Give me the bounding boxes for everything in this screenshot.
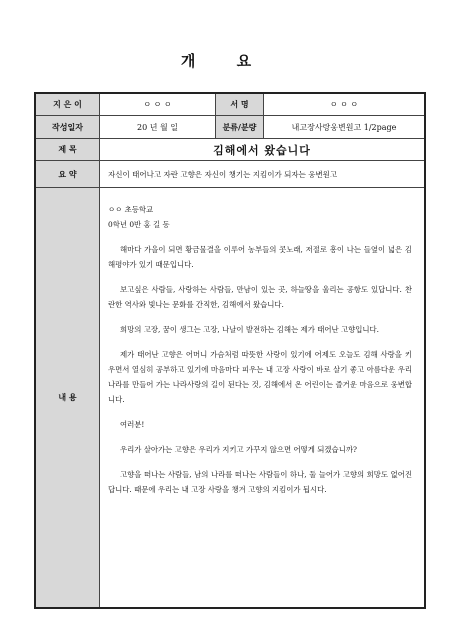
date-row xyxy=(36,116,424,139)
subject-row xyxy=(36,139,424,161)
summary-label: 요 약 xyxy=(36,161,100,187)
author-value: ㅇ ㅇ ㅇ xyxy=(100,94,216,115)
paragraph: 해마다 가을이 되면 황금물결을 이루어 농부들의 콧노래, 저절로 흥이 나는 들옆이 넓은 김해평야가 있기 때문입니다. xyxy=(108,245,412,269)
school-line: ㅇㅇ 초등학교 xyxy=(108,205,154,214)
page-title: 개 요 xyxy=(180,52,270,70)
content-label: 내 용 xyxy=(36,188,100,607)
subject-label: 제 목 xyxy=(36,139,100,160)
date-label: 작성일자 xyxy=(36,116,100,138)
paragraph: 여러분! xyxy=(120,420,145,429)
signature-label: 서 명 xyxy=(216,94,264,115)
paragraph: 희망의 고장, 꿈이 생그는 고장, 나날이 발전하는 김해는 제가 태어난 고향입니다. xyxy=(120,325,380,334)
date-value: 20 년 월 일 xyxy=(100,116,216,138)
summary-form xyxy=(34,92,426,609)
paragraph: 제가 태어난 고향은 어머니 가슴처럼 따뜻한 사랑이 있기에 어제도 오늘도 김해 사랑을 키우면서 열심히 공부하고 있기에 마음마다 피우는 내 고장 사랑이 바로 살기 좋고 아름다운 우리나라를 만들어 가는 나라사랑의 길이 된다는 것, 김해에서 온 어린이는 즐거운 마음으로 웅변합니다. xyxy=(108,350,412,404)
paragraph: 보고싶은 사람들, 사랑하는 사람들, 만남이 있는 곳, 하늘땅을 울리는 공항도 있답니다. 찬란한 역사와 빛나는 문화를 간직한, 김해에서 왔습니다. xyxy=(108,285,412,309)
student-line: 0학년 0반 홍 길 동 xyxy=(108,220,170,229)
content-row xyxy=(36,188,424,607)
signature-value: ㅇ ㅇ ㅇ xyxy=(329,100,359,109)
paragraph: 우리가 살아가는 고향은 우리가 지키고 가꾸지 않으면 어떻게 되겠습니까? xyxy=(120,445,357,454)
summary-value: 자신이 태어나고 자란 고향은 자신이 챙기는 지킴이가 되자는 웅변원고 xyxy=(108,169,338,179)
summary-row xyxy=(36,161,424,188)
category-value: 내고장사랑웅변원고 1/2page xyxy=(291,122,397,132)
paragraph: 고향을 떠나는 사람들, 남의 나라를 떠나는 사람들이 하나, 둘 늘어가 고향의 희망도 없어진답니다. 때문에 우리는 내 고장 사랑을 챙겨 고향의 지킴이가 됩시다. xyxy=(108,470,412,494)
author-label: 지 은 이 xyxy=(36,94,100,115)
author-row xyxy=(36,94,424,116)
subject-value: 김해에서 왔습니다 xyxy=(213,143,311,157)
content-body xyxy=(100,188,424,607)
category-label: 분류/분량 xyxy=(216,116,264,138)
